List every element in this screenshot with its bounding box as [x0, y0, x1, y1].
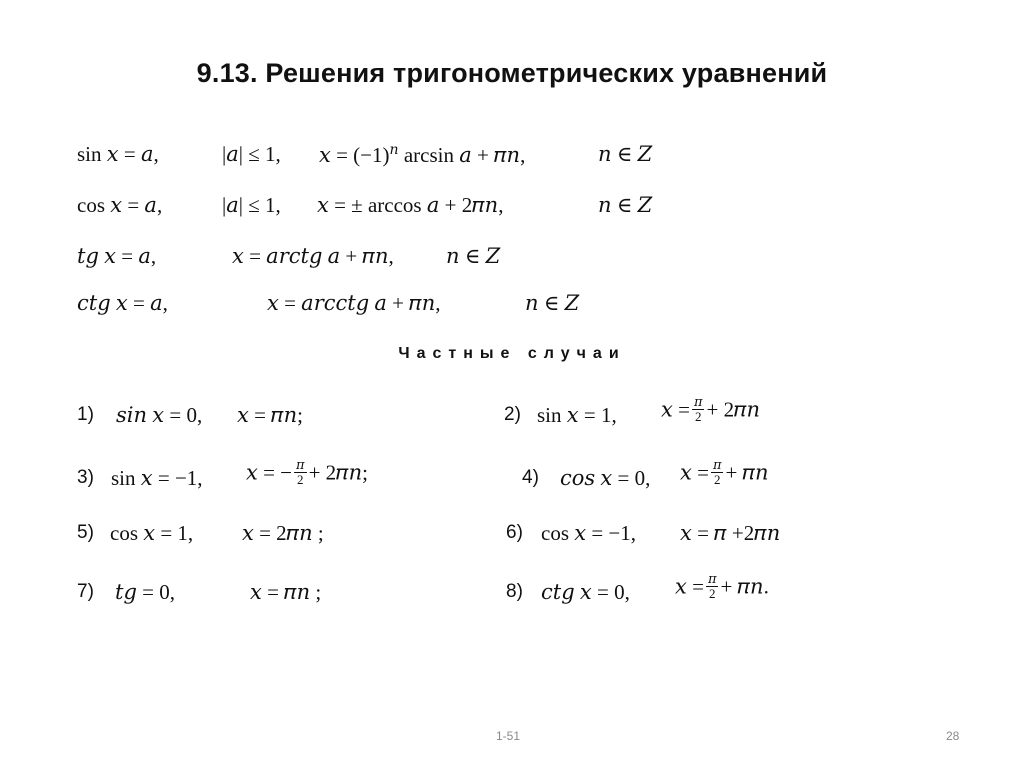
- solution: 𝑥 = 2𝜋𝑛 ;: [242, 521, 324, 545]
- case-number: 5): [77, 522, 94, 543]
- pi-over-two: $\frac{\text{𝜋}}{2}$: [707, 571, 717, 601]
- solution: 𝑥 = 𝜋 +2𝜋𝑛: [680, 521, 781, 545]
- solution: 𝑥 = 𝜋𝑛;: [237, 403, 304, 427]
- solution: 𝑥 = $(-1)^𝑛$ arcsin 𝑎 + 𝜋𝑛,: [319, 143, 526, 167]
- equation: 𝑡𝑔 = 0,: [115, 580, 175, 604]
- solution: 𝑥 = 𝜋𝑛 ;: [250, 580, 322, 604]
- equation: cos 𝑥 = 𝑎,: [77, 193, 163, 217]
- solution: 𝑥 = 𝑎𝑟𝑐𝑐𝑡𝑔 𝑎 + 𝜋𝑛,: [267, 291, 441, 315]
- case-number: 4): [522, 467, 539, 488]
- case-number: 8): [506, 581, 523, 602]
- domain: 𝑛 ∈ 𝑍: [598, 193, 653, 217]
- domain: 𝑛 ∈ 𝑍: [446, 244, 501, 268]
- formula-row-tg: [0, 244, 1024, 274]
- case-number: 1): [77, 404, 94, 425]
- domain: 𝑛 ∈ 𝑍: [525, 291, 580, 315]
- equation: cos 𝑥 = −1,: [541, 521, 637, 545]
- solution: 𝑥 = $\frac{\text{𝜋}}{2}$ + 𝜋𝑛: [680, 457, 769, 487]
- formula-row-cos: [0, 193, 1024, 223]
- pi-over-two: $\frac{\text{𝜋}}{2}$: [693, 394, 703, 424]
- equation: sin 𝑥 = 1,: [537, 403, 617, 427]
- page-number: 28: [946, 729, 960, 743]
- solution: 𝑥 = − $\frac{\text{𝜋}}{2}$ + 2𝜋𝑛;: [246, 457, 369, 487]
- solution: 𝑥 = ± arccos 𝑎 + 2𝜋𝑛,: [317, 193, 504, 217]
- case-number: 6): [506, 522, 523, 543]
- equation: 𝑐𝑜𝑠 𝑥 = 0,: [560, 466, 651, 490]
- pi-over-two: $\frac{\text{𝜋}}{2}$: [712, 457, 722, 487]
- pi-over-two: $\frac{\text{𝜋}}{2}$: [296, 457, 305, 487]
- equation: 𝑐𝑡𝑔 𝑥 = 𝑎,: [77, 291, 168, 315]
- case-number: 3): [77, 467, 94, 488]
- condition: |𝑎| ≤ 1,: [222, 142, 281, 166]
- formula-row-sin: [0, 142, 1024, 172]
- equation: 𝑡𝑔 𝑥 = 𝑎,: [77, 244, 157, 268]
- special-cases-heading: Частные случаи: [398, 345, 626, 362]
- case-number: 2): [504, 404, 521, 425]
- formula-row-ctg: [0, 291, 1024, 321]
- domain: 𝑛 ∈ 𝑍: [598, 142, 653, 166]
- solution: 𝑥 = 𝑎𝑟𝑐𝑡𝑔 𝑎 + 𝜋𝑛,: [232, 244, 394, 268]
- slide-reference: 1-51: [496, 729, 521, 743]
- equation: sin 𝑥 = 𝑎,: [77, 142, 159, 166]
- condition: |𝑎| ≤ 1,: [222, 193, 281, 217]
- equation: cos 𝑥 = 1,: [110, 521, 194, 545]
- equation: 𝑐𝑡𝑔 𝑥 = 0,: [541, 580, 630, 604]
- solution: 𝑥 = $\frac{\text{𝜋}}{2}$ + 𝜋𝑛.: [675, 571, 769, 601]
- case-number: 7): [77, 581, 94, 602]
- page-title: 9.13. Решения тригонометрических уравнений: [196, 58, 828, 88]
- solution: 𝑥 = $\frac{\text{𝜋}}{2}$ + 2𝜋𝑛: [661, 394, 761, 424]
- equation: sin 𝑥 = −1,: [111, 466, 203, 490]
- equation: 𝑠𝑖𝑛 𝑥 = 0,: [116, 403, 203, 427]
